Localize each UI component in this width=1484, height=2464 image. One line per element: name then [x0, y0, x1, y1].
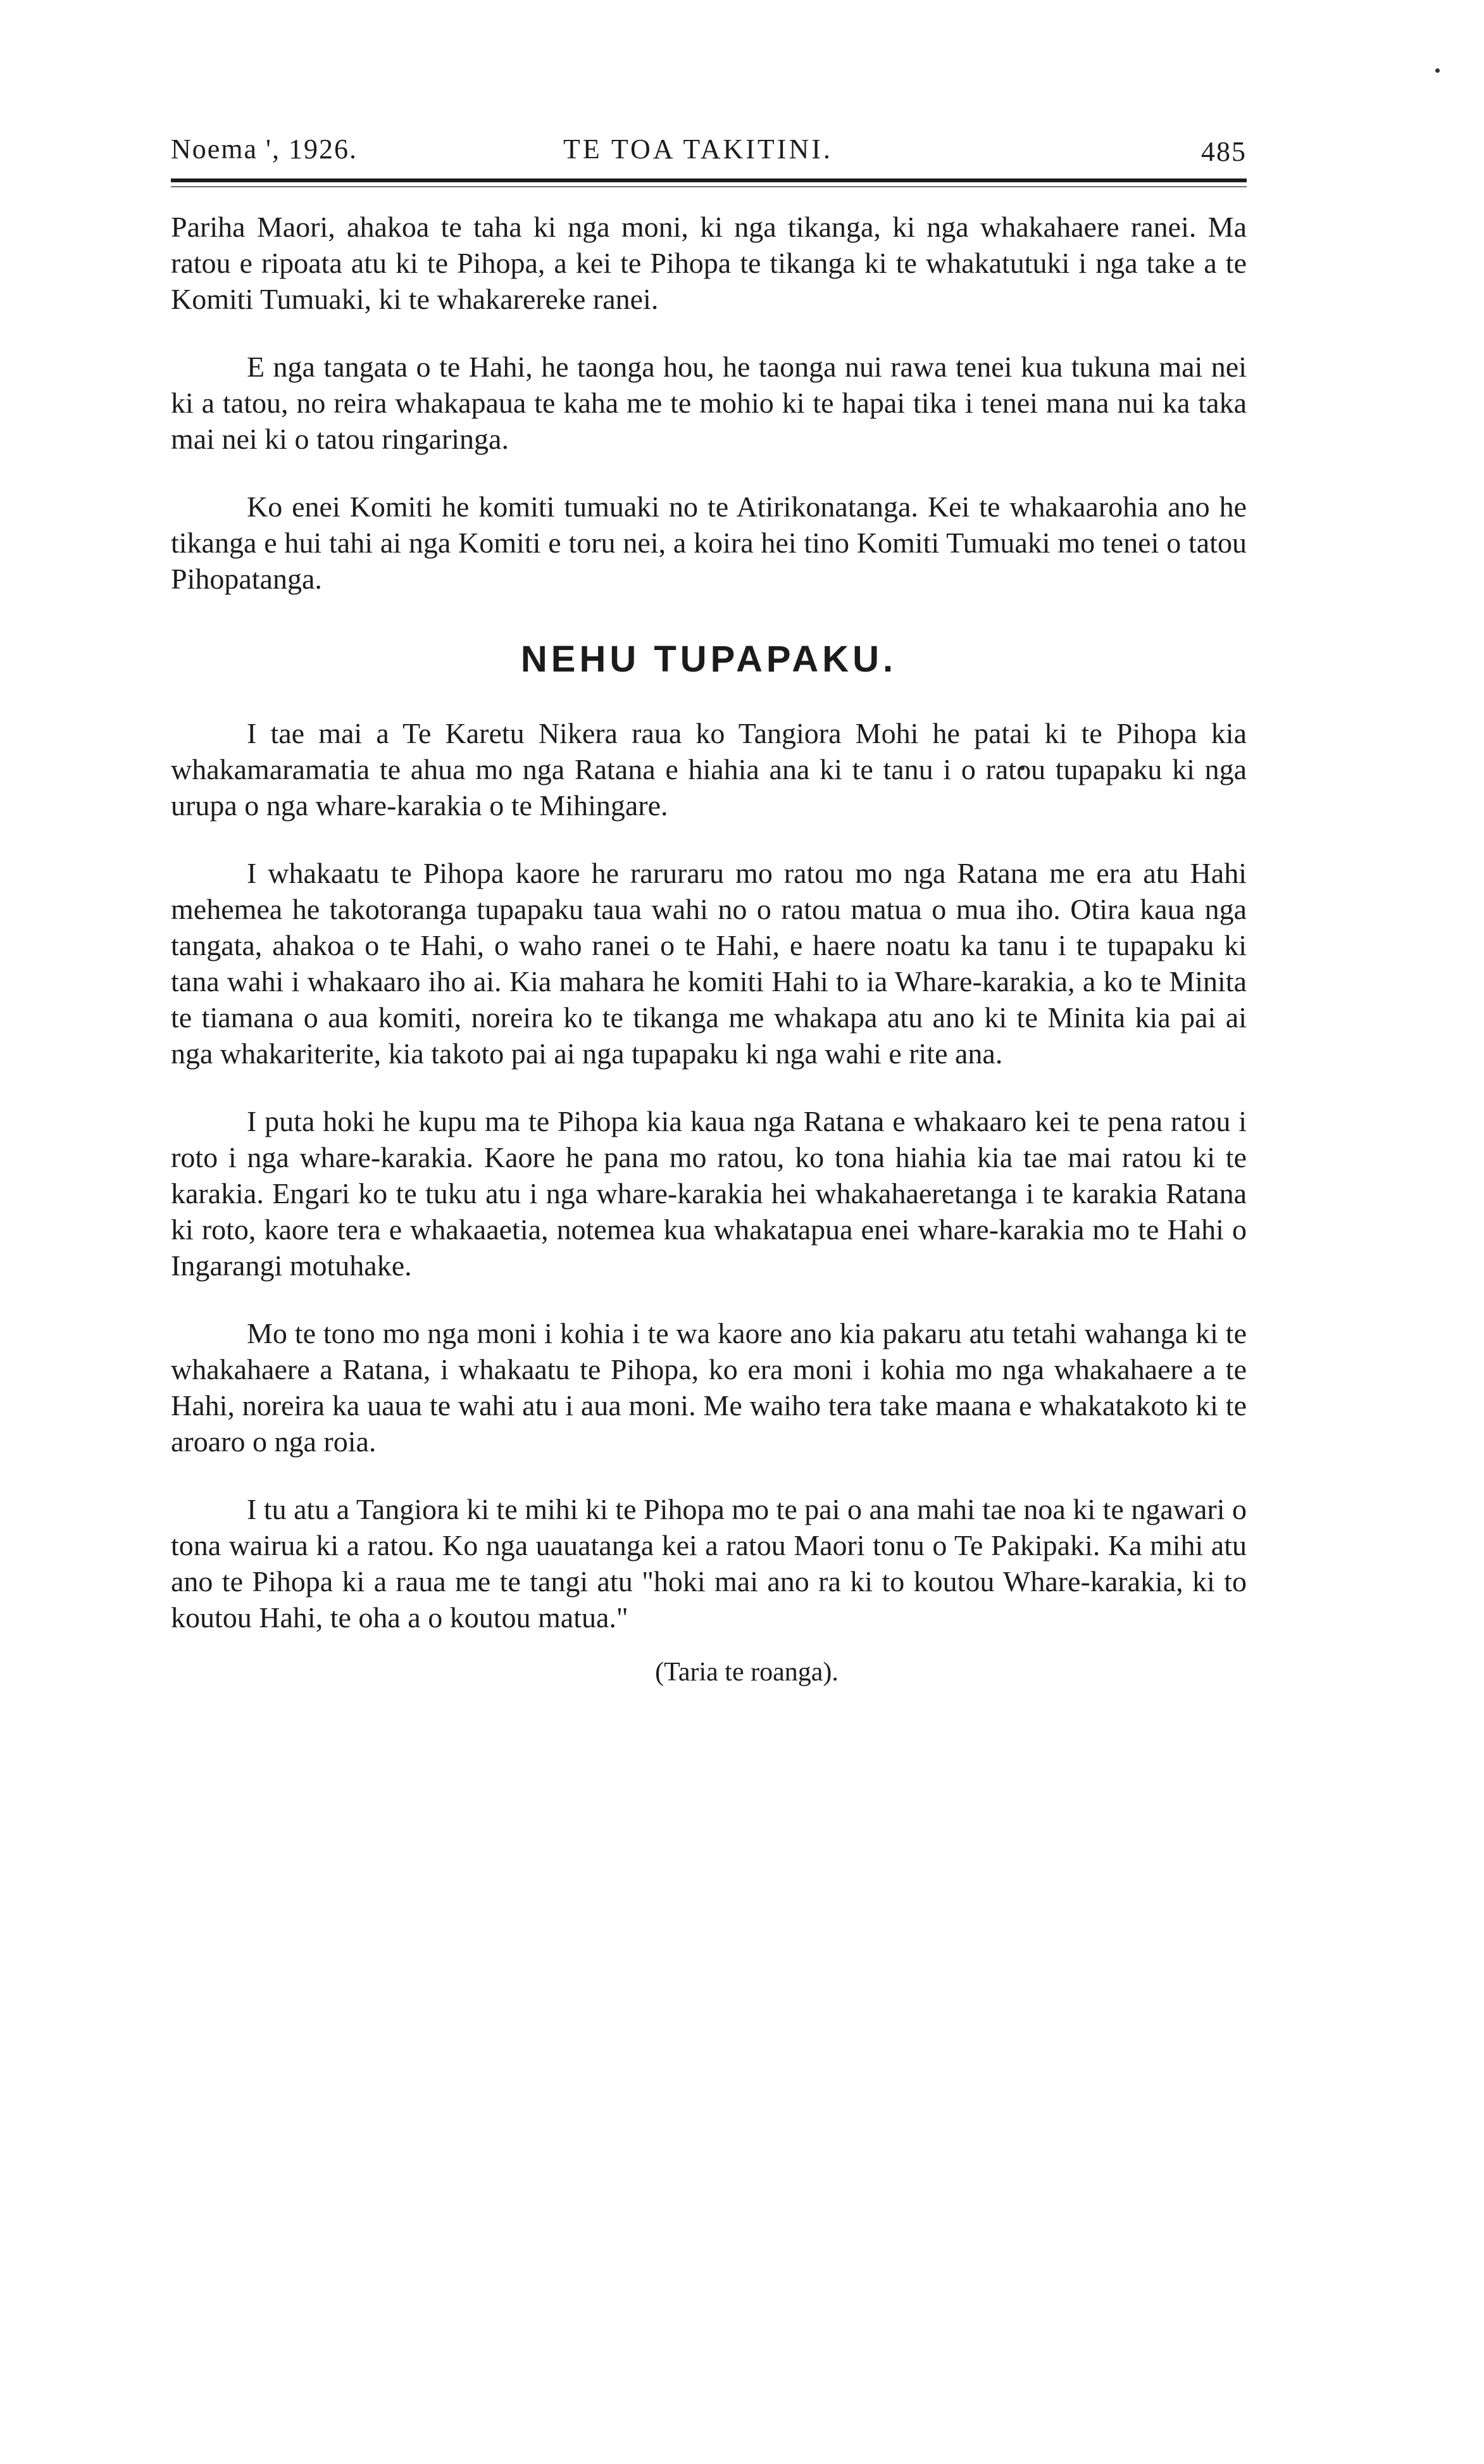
paragraph: Ko enei Komiti he komiti tumuaki no te Atirikonatanga. Kei te whakaarohia ano he tikanga e hui tahi ai nga Komiti e toru nei, a koira hei tino Komiti Tumuaki mo tenei o tatou Pihopatanga.	[171, 491, 1247, 595]
issue-date: Noema ', 1926.	[171, 134, 358, 165]
paragraph: Mo te tono mo nga moni i kohia i te wa kaore ano kia pakaru atu tetahi wahanga ki te whakahaere a Ratana, i whakaatu te Pihopa, ko era moni i kohia mo nga whakahaere a te Hahi, noreira ka uaua te wahi atu i aua moni. Me waiho tera take maana e whakatakoto ki te aroaro o nga roia.	[171, 1317, 1247, 1458]
page-number: 485	[1201, 136, 1247, 167]
section-heading: NEHU TUPAPAKU.	[520, 639, 897, 680]
header-rule-thin	[171, 186, 1247, 187]
article-body	[171, 209, 1247, 1691]
speck-mark	[1435, 68, 1440, 73]
paragraph: I whakaatu te Pihopa kaore he raruraru mo ratou mo nga Ratana me era atu Hahi mehemea he takotoranga tupapaku taua wahi no o ratou matua o mua iho. Otira kaua nga tangata, ahakoa o te Hahi, o waho ranei o te Hahi, e haere noatu ka tanu i te tupapaku ki tana wahi i whakaaro iho ai. Kia mahara he komiti Hahi to ia Whare-karakia, a ko te Minita te tiamana o aua komiti, noreira ko te tikanga me whakapa atu ano ki te Minita kia pai ai nga whakariterite, kia takoto pai ai nga tupapaku ki nga wahi e rite ana.	[171, 857, 1247, 1070]
paragraph: Pariha Maori, ahakoa te taha ki nga moni, ki nga tikanga, ki nga whakahaere ranei. Ma ratou e ripoata atu ki te Pihopa, a kei te Pihopa te tikanga ki te whakatutuki i nga take a te Komiti Tumuaki, ki te whakarereke ranei.	[171, 211, 1247, 315]
continuation-note: (Taria te roanga).	[655, 1658, 839, 1687]
paragraph: I puta hoki he kupu ma te Pihopa kia kaua nga Ratana e whakaaro kei te pena ratou i roto i nga whare-karakia. Kaore he pana mo ratou, ko tona hiahia kia tae mai ratou ki te karakia. Engari ko te tuku atu i nga whare-karakia hei whakahaeretanga i te karakia Ratana ki roto, kaore tera e whakaaetia, notemea kua whakatapua enei whare-karakia mo te Hahi o Ingarangi motuhake.	[171, 1105, 1247, 1282]
running-header	[171, 133, 1247, 171]
paragraph: E nga tangata o te Hahi, he taonga hou, he taonga nui rawa tenei kua tukuna mai nei ki a tatou, no reira whakapaua te kaha me te mohio ki te hapai tika i tenei mana nui ka taka mai nei ki o tatou ringaringa.	[171, 351, 1247, 455]
paragraph: I tae mai a Te Karetu Nikera raua ko Tangiora Mohi he patai ki te Pihopa kia whakamaramatia te ahua mo nga Ratana e hiahia ana ki te tanu i o ratou tupapaku ki nga urupa o nga whare-karakia o te Mihingare.	[171, 717, 1247, 822]
journal-title: TE TOA TAKITINI.	[563, 134, 833, 165]
header-rule	[171, 178, 1247, 182]
paragraph: I tu atu a Tangiora ki te mihi ki te Pihopa mo te pai o ana mahi tae noa ki te ngawari o tona wairua ki a ratou. Ko nga uauatanga kei a ratou Maori tonu o Te Pakipaki. Ka mihi atu ano te Pihopa ki a raua me te tangi atu "hoki mai ano ra ki to koutou Whare-karakia, ki to koutou Hahi, te oha a o koutou matua."	[171, 1493, 1247, 1634]
